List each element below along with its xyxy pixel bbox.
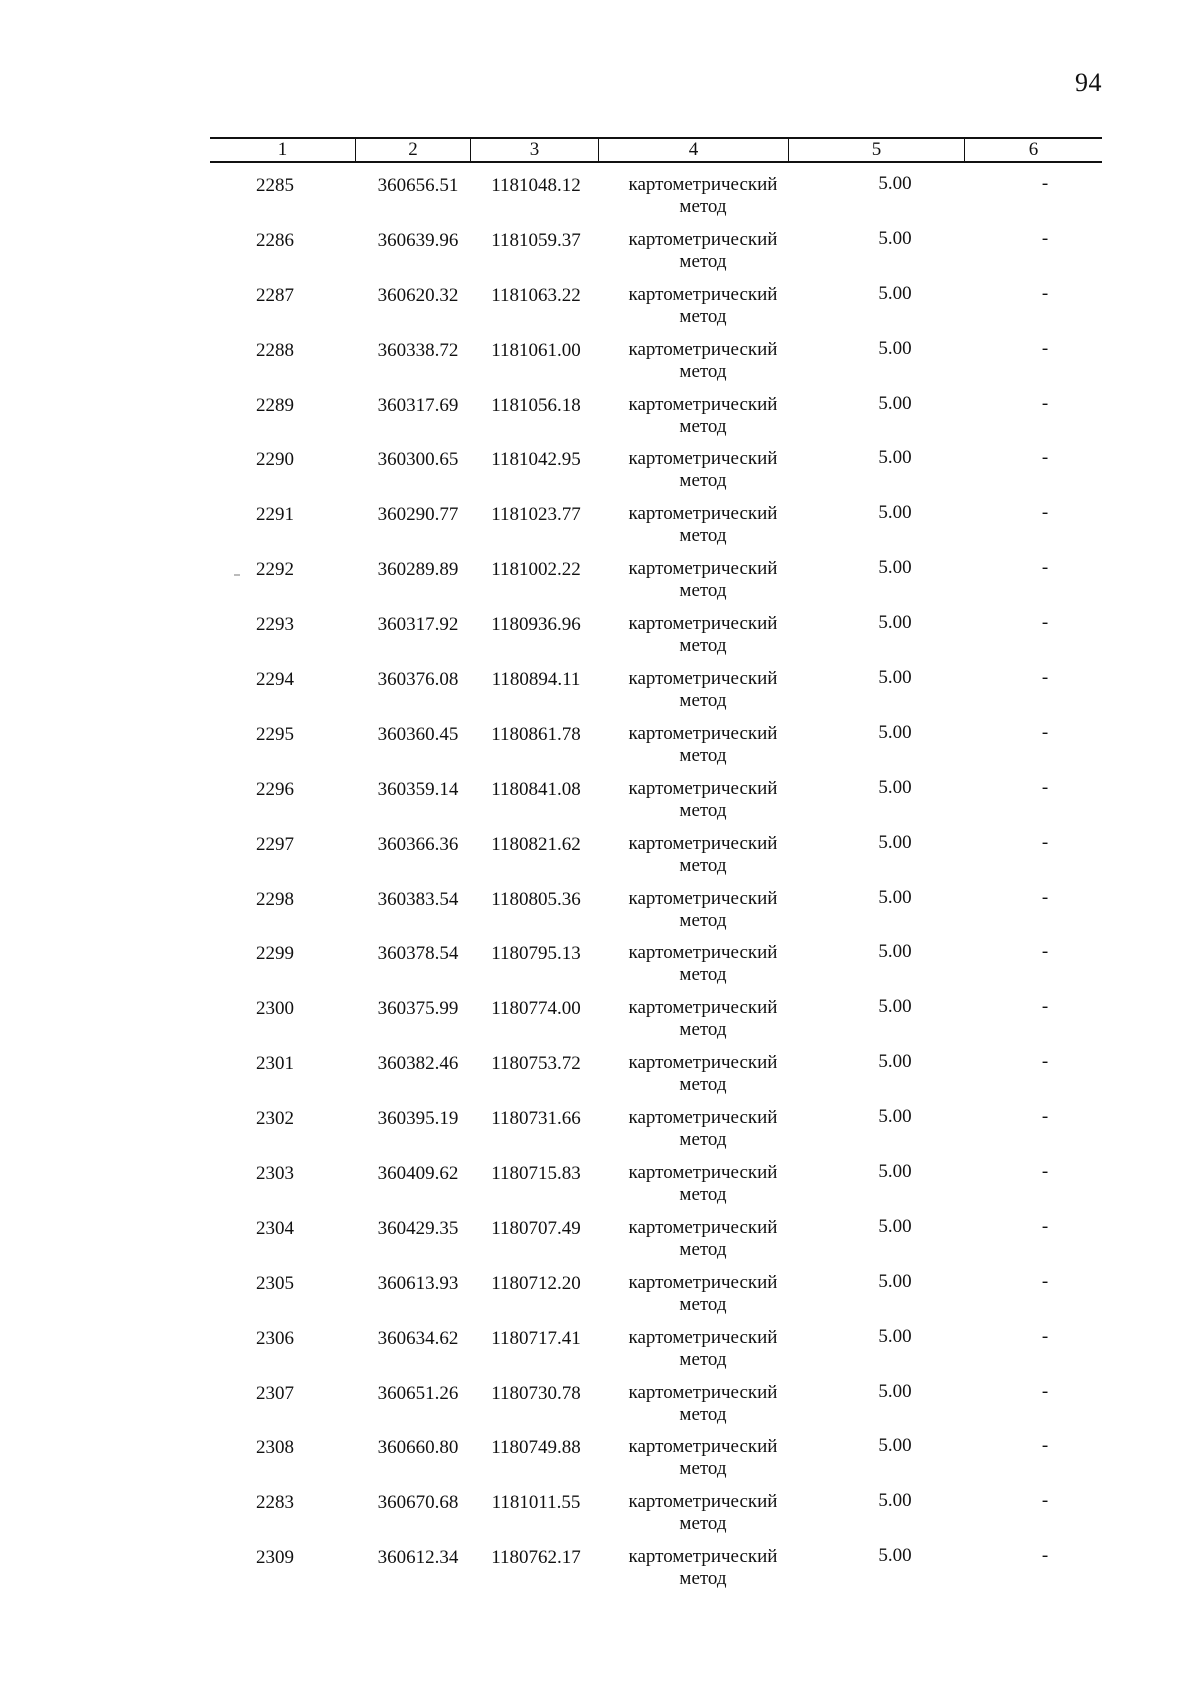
point-number: 2289 [256,394,294,416]
coordinate-y: 1180749.88 [491,1437,581,1459]
method-cell [595,778,811,822]
method-cell [595,1272,811,1316]
table-row [210,723,1102,778]
coordinate-x: 360620.32 [377,284,459,306]
accuracy-value: 5.00 [878,886,912,908]
table-row [210,1107,1102,1162]
column-header-5: 5 [788,139,964,161]
column-header-3: 3 [470,139,598,161]
point-number: 2307 [256,1382,294,1404]
note-value: - [1041,996,1049,1018]
table-row [210,613,1102,668]
method-line-1: картометрический [628,338,778,360]
column-header-2: 2 [355,139,470,161]
point-number: 2285 [256,175,294,196]
table-body [210,174,1102,1601]
table-row [210,1272,1102,1327]
method-line-1: картометрический [628,1546,778,1568]
note-value: - [1041,447,1049,469]
note-value: - [1041,886,1049,908]
point-number: 2299 [256,943,294,965]
note-value: - [1041,1380,1049,1402]
method-cell [595,1491,811,1535]
point-number: 2298 [256,888,294,910]
coordinate-y: 1181011.55 [491,1492,581,1514]
coordinate-x: 360651.26 [377,1382,459,1404]
note-value: - [1041,1270,1049,1292]
column-header-4: 4 [598,139,788,161]
accuracy-value: 5.00 [878,776,912,798]
coordinate-y: 1180712.20 [491,1272,581,1294]
table-header [210,137,1102,163]
coordinate-x: 360383.54 [377,888,459,910]
point-number: 2294 [256,669,294,691]
method-cell [595,833,811,877]
method-line-2: метод [679,1129,727,1151]
method-line-1: картометрический [628,1436,778,1458]
accuracy-value: 5.00 [878,392,912,414]
coordinate-y: 1181059.37 [491,229,581,251]
accuracy-value: 5.00 [878,282,912,304]
table-row [210,1052,1102,1107]
method-line-2: метод [679,470,727,492]
column-header-1: 1 [277,139,288,160]
note-value: - [1041,1161,1049,1183]
method-line-1: картометрический [628,1491,778,1513]
method-cell [595,942,811,986]
method-line-1: картометрический [628,558,778,580]
table-row [210,1491,1102,1546]
method-cell [595,448,811,492]
method-line-1: картометрический [628,777,778,799]
method-line-1: картометрический [628,1216,778,1238]
method-line-2: метод [679,1403,727,1425]
coordinate-x: 360670.68 [377,1492,459,1514]
table-row [210,778,1102,833]
accuracy-value: 5.00 [878,1545,912,1567]
method-cell [595,1546,811,1590]
coordinate-y: 1180707.49 [491,1217,581,1239]
accuracy-value: 5.00 [878,667,912,689]
note-value: - [1041,392,1049,414]
note-value: - [1041,831,1049,853]
coordinate-y: 1180731.66 [491,1108,581,1130]
point-number: 2283 [256,1492,294,1514]
note-value: - [1041,667,1049,689]
point-number: 2292 [256,559,294,581]
method-line-1: картометрический [628,448,778,470]
method-line-2: метод [679,909,727,931]
point-number: 2295 [256,723,294,745]
coordinate-x: 360378.54 [377,943,459,965]
table-row [210,1217,1102,1272]
coordinate-y: 1180805.36 [491,888,581,910]
table-row [210,229,1102,284]
coordinate-y: 1181048.12 [491,175,581,196]
accuracy-value: 5.00 [878,1270,912,1292]
method-line-2: метод [679,744,727,766]
accuracy-value: 5.00 [878,612,912,634]
method-line-1: картометрический [628,668,778,690]
method-line-1: картометрический [628,228,778,250]
table-row [210,997,1102,1052]
table-row [210,1546,1102,1601]
note-value: - [1041,557,1049,579]
point-number: 2291 [256,504,294,526]
table-row [210,833,1102,888]
method-cell [595,997,811,1041]
method-line-1: картометрический [628,613,778,635]
method-line-2: метод [679,525,727,547]
accuracy-value: 5.00 [878,502,912,524]
coordinate-y: 1180936.96 [491,614,581,636]
table-row [210,448,1102,503]
note-value: - [1041,776,1049,798]
coordinate-y: 1180795.13 [491,943,581,965]
column-header-6: 6 [964,139,1102,161]
coordinate-y: 1181002.22 [491,559,581,581]
coordinate-x: 360612.34 [377,1547,459,1569]
page-number: 94 [1075,68,1102,97]
method-cell [595,1382,811,1426]
method-line-1: картометрический [628,1381,778,1403]
table-row [210,558,1102,613]
accuracy-value: 5.00 [878,1435,912,1457]
accuracy-value: 5.00 [878,227,912,249]
coordinate-x: 360290.77 [377,504,459,526]
coordinate-y: 1181056.18 [491,394,581,416]
point-number: 2293 [256,614,294,636]
accuracy-value: 5.00 [878,721,912,743]
method-line-1: картометрический [628,174,778,195]
method-cell [595,668,811,712]
coordinate-y: 1181063.22 [491,284,581,306]
coordinate-y: 1180715.83 [491,1163,581,1185]
table-row [210,1436,1102,1491]
accuracy-value: 5.00 [878,1051,912,1073]
coordinate-x: 360634.62 [377,1327,459,1349]
method-line-2: метод [679,1184,727,1206]
note-value: - [1041,337,1049,359]
table-row [210,174,1102,229]
method-cell [595,229,811,273]
note-value: - [1041,227,1049,249]
method-cell [595,503,811,547]
method-line-1: картометрический [628,887,778,909]
accuracy-value: 5.00 [878,1490,912,1512]
method-line-2: метод [679,1568,727,1590]
method-cell [595,888,811,932]
table-row [210,339,1102,394]
coordinate-x: 360409.62 [377,1163,459,1185]
method-line-2: метод [679,415,727,437]
coordinate-y: 1180894.11 [491,669,581,691]
accuracy-value: 5.00 [878,337,912,359]
method-line-2: метод [679,964,727,986]
point-number: 2301 [256,1053,294,1075]
method-line-1: картометрический [628,393,778,415]
point-number: 2300 [256,998,294,1020]
method-line-2: метод [679,250,727,272]
coordinate-x: 360613.93 [377,1272,459,1294]
table-row [210,668,1102,723]
method-line-2: метод [679,1238,727,1260]
note-value: - [1041,173,1049,194]
method-line-1: картометрический [628,1162,778,1184]
coordinate-x: 360359.14 [377,778,459,800]
table-row [210,394,1102,449]
coordinate-x: 360338.72 [377,339,459,361]
method-cell [595,284,811,328]
method-line-2: метод [679,1293,727,1315]
point-number: 2290 [256,449,294,471]
table-row [210,942,1102,997]
method-line-1: картометрический [628,1107,778,1129]
note-value: - [1041,502,1049,524]
point-number: 2288 [256,339,294,361]
coordinate-x: 360376.08 [377,669,459,691]
accuracy-value: 5.00 [878,1215,912,1237]
method-cell [595,613,811,657]
method-line-1: картометрический [628,503,778,525]
method-cell [595,394,811,438]
method-line-2: метод [679,854,727,876]
coordinate-y: 1181061.00 [491,339,581,361]
method-cell [595,1162,811,1206]
method-line-2: метод [679,1019,727,1041]
method-line-2: метод [679,1074,727,1096]
note-value: - [1041,941,1049,963]
coordinate-y: 1180730.78 [491,1382,581,1404]
accuracy-value: 5.00 [878,447,912,469]
note-value: - [1041,1325,1049,1347]
coordinate-y: 1180774.00 [491,998,581,1020]
point-number: 2302 [256,1108,294,1130]
method-line-1: картометрический [628,1326,778,1348]
method-cell [595,723,811,767]
accuracy-value: 5.00 [878,557,912,579]
method-line-2: метод [679,1458,727,1480]
method-cell [595,1107,811,1151]
method-cell [595,1436,811,1480]
note-value: - [1041,1490,1049,1512]
coordinate-x: 360360.45 [377,723,459,745]
coordinate-y: 1180753.72 [491,1053,581,1075]
point-number: 2303 [256,1163,294,1185]
coordinate-x: 360300.65 [377,449,459,471]
note-value: - [1041,612,1049,634]
accuracy-value: 5.00 [878,831,912,853]
accuracy-value: 5.00 [878,1161,912,1183]
coordinate-x: 360317.69 [377,394,459,416]
point-number: 2306 [256,1327,294,1349]
accuracy-value: 5.00 [878,941,912,963]
method-line-1: картометрический [628,722,778,744]
table-row [210,503,1102,558]
method-line-1: картометрический [628,283,778,305]
table-row [210,1162,1102,1217]
point-number: 2308 [256,1437,294,1459]
coordinate-y: 1180762.17 [491,1547,581,1569]
note-value: - [1041,1545,1049,1567]
point-number: 2309 [256,1547,294,1569]
method-cell [595,174,811,218]
method-line-2: метод [679,580,727,602]
coordinate-y: 1181023.77 [491,504,581,526]
method-line-2: метод [679,360,727,382]
point-number: 2305 [256,1272,294,1294]
table-row [210,1382,1102,1437]
method-line-1: картометрический [628,942,778,964]
coordinate-x: 360366.36 [377,833,459,855]
note-value: - [1041,1435,1049,1457]
table-row [210,1327,1102,1382]
method-line-2: метод [679,799,727,821]
table-row [210,284,1102,339]
method-line-1: картометрический [628,832,778,854]
method-line-2: метод [679,690,727,712]
method-line-2: метод [679,1348,727,1370]
point-number: 2304 [256,1217,294,1239]
method-cell [595,1327,811,1371]
point-number: 2286 [256,229,294,251]
accuracy-value: 5.00 [878,173,912,194]
coordinate-x: 360395.19 [377,1108,459,1130]
method-line-1: картометрический [628,1052,778,1074]
method-line-2: метод [679,196,727,217]
coordinate-x: 360639.96 [377,229,459,251]
method-line-2: метод [679,635,727,657]
method-cell [595,1052,811,1096]
coordinate-x: 360289.89 [377,559,459,581]
method-cell [595,558,811,602]
accuracy-value: 5.00 [878,996,912,1018]
coordinate-y: 1181042.95 [491,449,581,471]
method-cell [595,1217,811,1261]
accuracy-value: 5.00 [878,1325,912,1347]
note-value: - [1041,1106,1049,1128]
coordinate-y: 1180861.78 [491,723,581,745]
accuracy-value: 5.00 [878,1106,912,1128]
table-row [210,888,1102,943]
method-cell [595,339,811,383]
coordinate-x: 360660.80 [377,1437,459,1459]
note-value: - [1041,1215,1049,1237]
method-line-2: метод [679,1513,727,1535]
note-value: - [1041,721,1049,743]
coordinate-x: 360375.99 [377,998,459,1020]
coordinate-x: 360656.51 [377,175,459,196]
point-number: 2296 [256,778,294,800]
accuracy-value: 5.00 [878,1380,912,1402]
coordinate-y: 1180717.41 [491,1327,581,1349]
point-number: 2297 [256,833,294,855]
coordinate-y: 1180821.62 [491,833,581,855]
coordinate-x: 360429.35 [377,1217,459,1239]
coordinate-x: 360382.46 [377,1053,459,1075]
point-number: 2287 [256,284,294,306]
note-value: - [1041,282,1049,304]
note-value: - [1041,1051,1049,1073]
method-line-2: метод [679,305,727,327]
method-line-1: картометрический [628,997,778,1019]
coordinate-x: 360317.92 [377,614,459,636]
coordinate-y: 1180841.08 [491,778,581,800]
method-line-1: картометрический [628,1271,778,1293]
